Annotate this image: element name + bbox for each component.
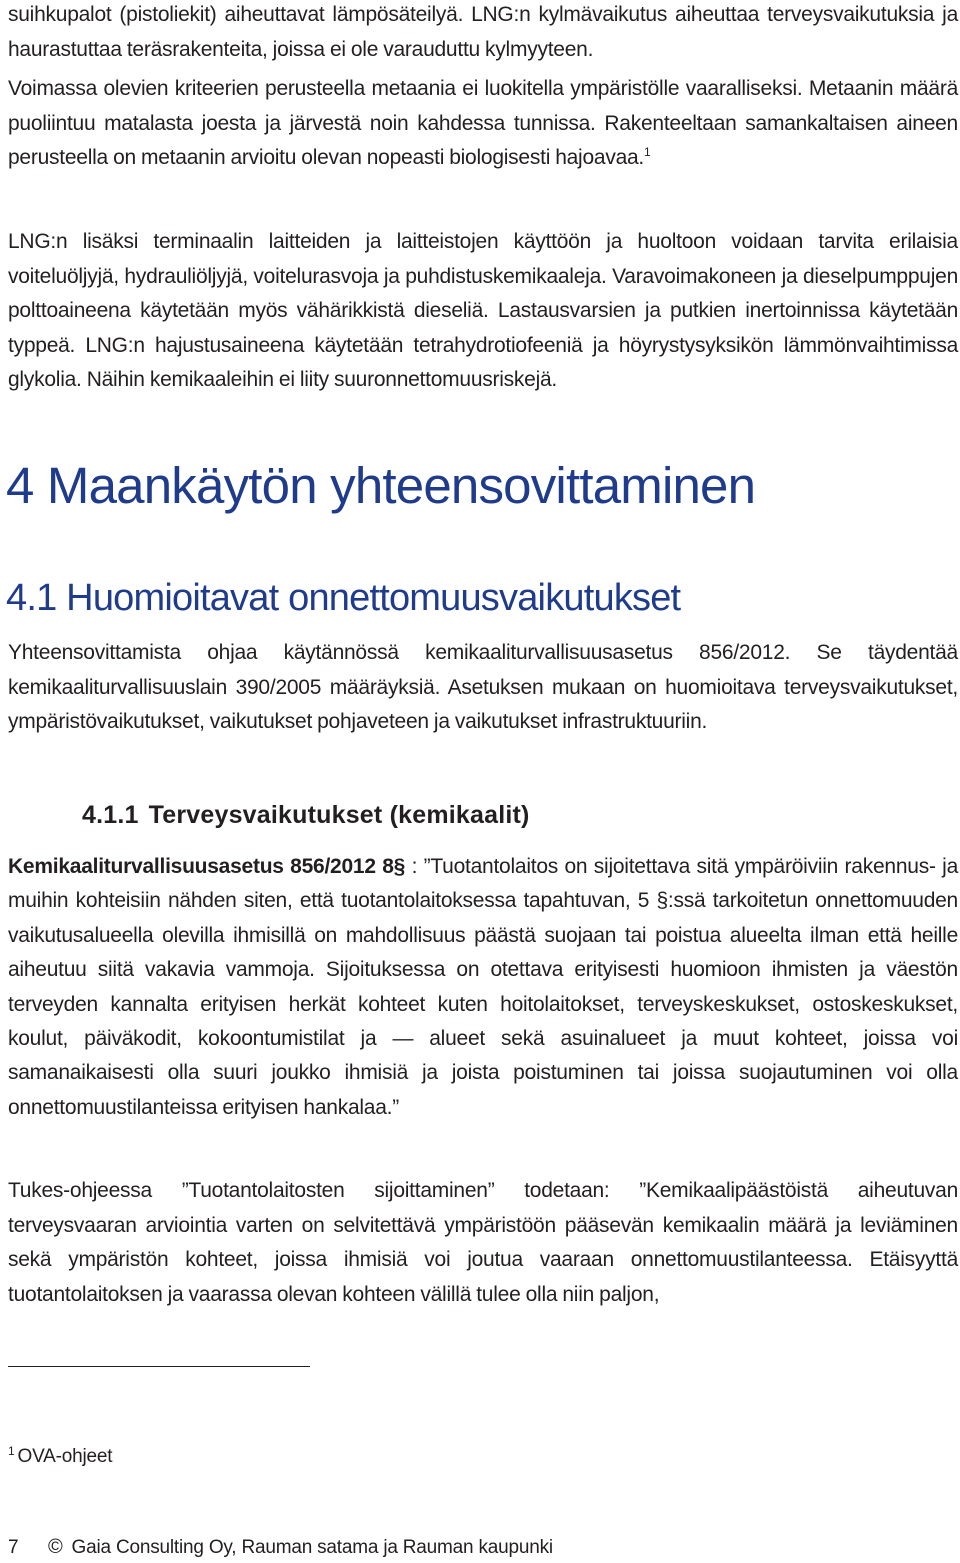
heading-chapter-4: 4 Maankäytön yhteensovittaminen	[6, 457, 756, 514]
footnote-mark: 1	[8, 1443, 15, 1458]
page-footer	[8, 1536, 553, 1559]
heading-section-4-1-1	[82, 801, 530, 830]
paragraph-methane-text: Voimassa olevien kriteerien perusteella metaania ei luokitella ympäristölle vaaralliseksi. Metaanin määrä puoliintuu matalasta joesta ja järvestä noin kahdessa tunnissa. Rakenteeltaan samankaltaisen aineen perusteella on metaanin arvioitu olevan nopeasti biologisesti hajoavaa.	[8, 77, 958, 169]
footnote-text: OVA-ohjeet	[17, 1446, 113, 1467]
decree-reference: Kemikaaliturvallisuusasetus 856/2012 8§	[8, 855, 406, 878]
heading-section-number: 4.1.1	[82, 801, 139, 829]
heading-section-title: Terveysvaikutukset (kemikaalit)	[148, 801, 530, 829]
heading-section-4-1: 4.1 Huomioitavat onnettomuusvaikutukset	[6, 577, 681, 619]
paragraph-lng-cold-effects: suihkupalot (pistoliekit) aiheuttavat lämpösäteilyä. LNG:n kylmävaikutus aiheuttaa terveysvaikutuksia ja haurastuttaa teräsrakenteita, joissa ei ole varauduttu kylmyyteen.	[8, 3, 958, 61]
page-number: 7	[8, 1536, 19, 1558]
footnote-divider	[8, 1366, 310, 1367]
footnote	[8, 1443, 113, 1468]
footnote-reference[interactable]: 1	[644, 145, 651, 159]
decree-quote-text: : ”Tuotantolaitos on sijoitettava sitä ympäröiviin rakennus- ja muihin kohteisiin nähden siten, että tuotantolaitoksessa tapahtuvan, 5 §:ssä tarkoitetun onnettomuuden vaikutusalueella olevilla ihmisillä on mahdollisuus päästä suojaan tai poistua alueelta ilman että heille aiheutuu siitä vakavia vammoja. Sijoituksessa on otettava erityisesti huomioon ihmisten ja väestön terveyden kannalta erityisen herkät kohteet kuten hoitolaitokset, terveyskeskukset, ostoskeskukset, koulut, päiväkodit, kokoontumistilat ja — alueet sekä asuinalueet ja muut kohteet, joissa voi samanaikaisesti olla suuri joukko ihmisiä ja joista poistuminen tai joissa suojautuminen voi olla onnettomuustilanteissa erityisen hankalaa.”	[8, 855, 958, 1119]
footer-text: Gaia Consulting Oy, Rauman satama ja Rauman kaupunki	[71, 1536, 553, 1558]
paragraph-tukes-guidance: Tukes-ohjeessa ”Tuotantolaitosten sijoittaminen” todetaan: ”Kemikaalipäästöistä aiheutuvan terveysvaaran arviointia varten on selvitettävä ympäristöön pääsevän kemikaalin määrä ja leviäminen sekä ympäristön kohteet, joissa ihmisiä voi joutua vaaraan onnettomuustilanteessa. Etäisyyttä tuotantolaitoksen ja vaarassa olevan kohteen välillä tulee olla niin paljon,	[8, 1179, 958, 1306]
paragraph-decree-quote	[8, 850, 958, 1125]
paragraph-methane-classification	[8, 72, 958, 176]
copyright-icon: ©	[48, 1536, 63, 1558]
paragraph-coordination-regulation: Yhteensovittamista ohjaa käytännössä kemikaaliturvallisuusasetus 856/2012. Se täydentää kemikaaliturvallisuuslain 390/2005 määräyksiä. Asetuksen mukaan on huomioitava terveysvaikutukset, ympäristövaikutukset, vaikutukset pohjaveteen ja vaikutukset infrastruktuuriin.	[8, 641, 958, 733]
paragraph-other-chemicals: LNG:n lisäksi terminaalin laitteiden ja laitteistojen käyttöön ja huoltoon voidaan tarvita erilaisia voiteluöljyjä, hydrauliöljyjä, voitelurasvoja ja puhdistuskemikaaleja. Varavoimakoneen ja dieselpumppujen polttoaineena käytetään myös vähärikkistä dieseliä. Lastausvarsien ja putkien inertoinnissa käytetään typpeä. LNG:n hajustusaineena käytetään tetrahydrotiofeeniä ja höyrystysyksikön lämmönvaihtimissa glykolia. Näihin kemikaaleihin ei liity suuronnettomuusriskejä.	[8, 230, 958, 391]
